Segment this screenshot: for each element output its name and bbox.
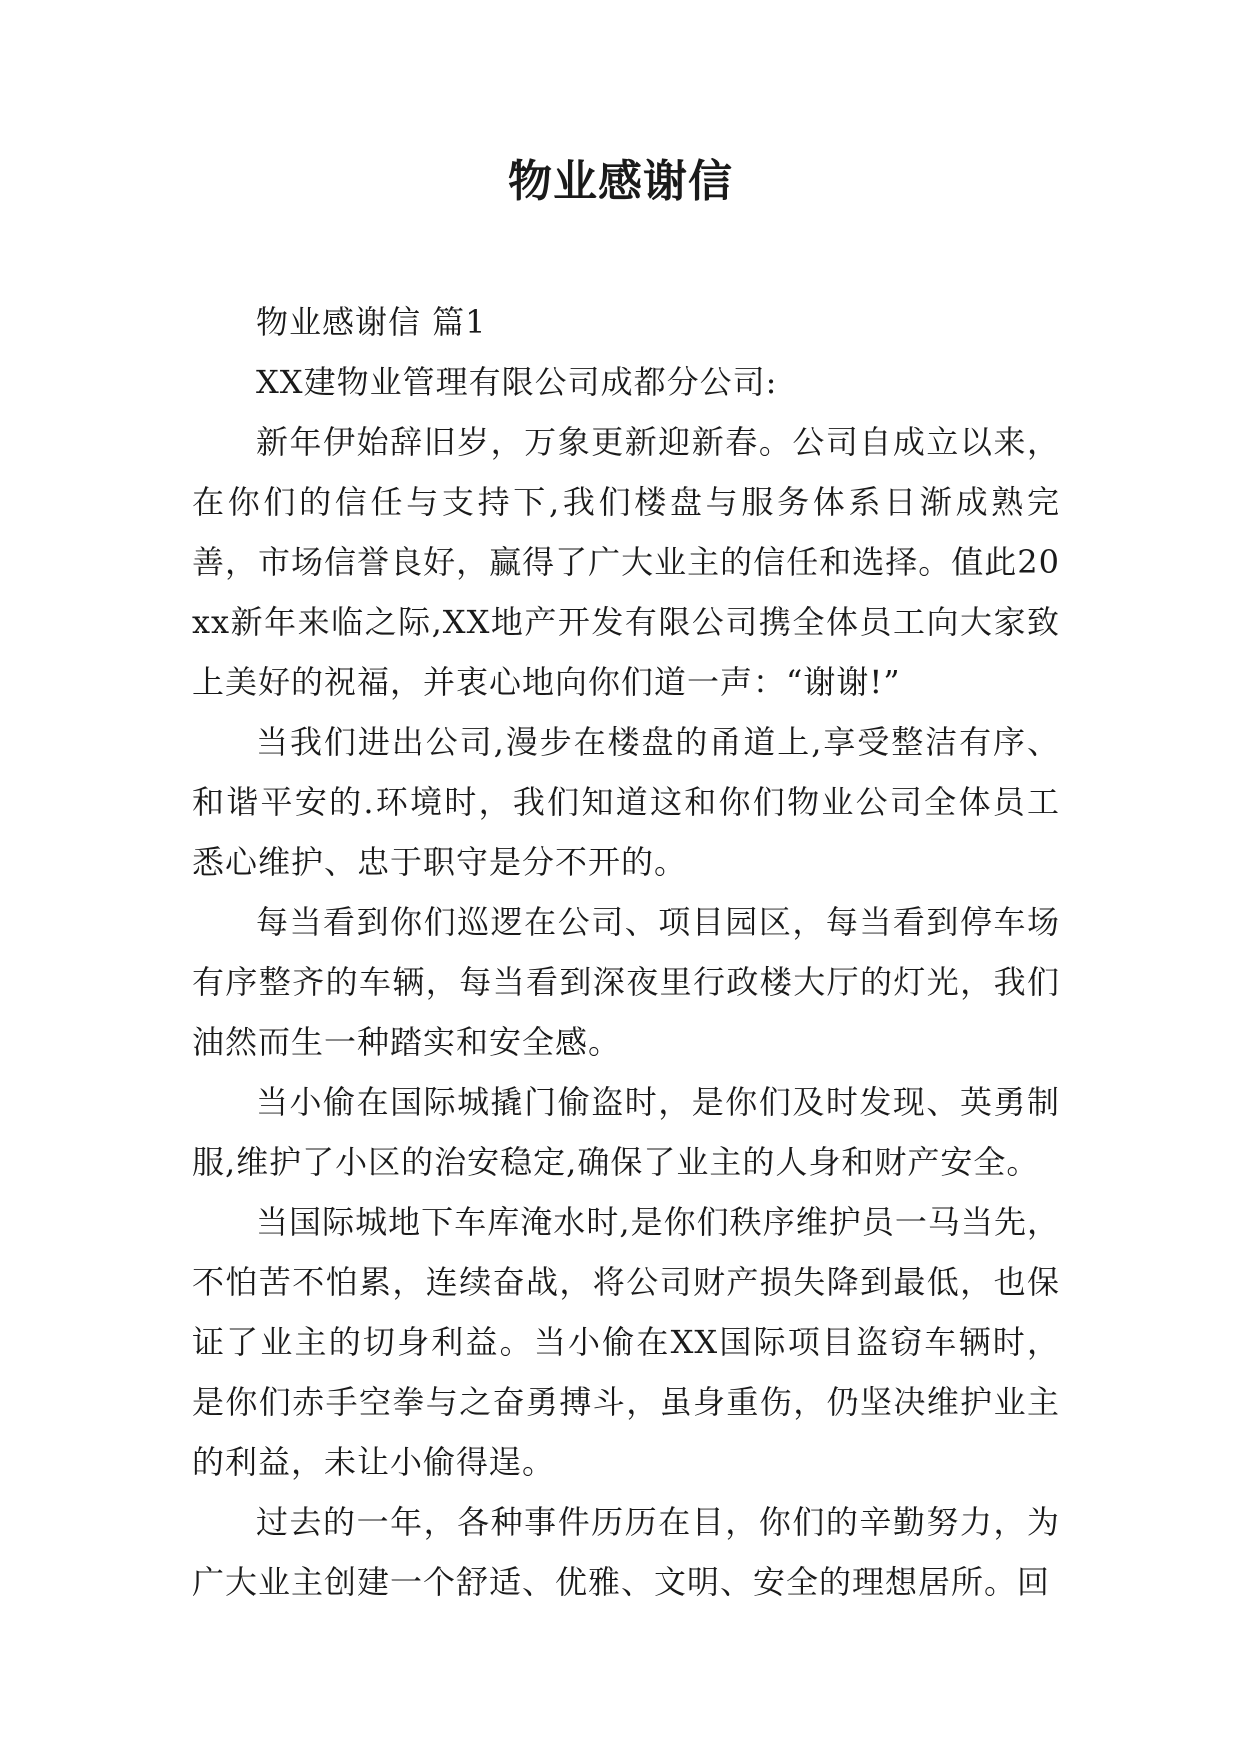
paragraph-2: 当我们进出公司,漫步在楼盘的甬道上,享受整洁有序、和谐平安的.环境时，我们知道这和你们物业公司全体员工悉心维护、忠于职守是分不开的。 bbox=[192, 723, 1060, 881]
document-title: 物业感谢信 bbox=[508, 156, 733, 207]
section-heading: 物业感谢信 篇1 bbox=[256, 303, 487, 341]
paragraph-6: 过去的一年，各种事件历历在目，你们的辛勤努力，为广大业主创建一个舒适、优雅、文明、安全的理想居所。回 bbox=[192, 1503, 1060, 1601]
paragraph-1: 新年伊始辞旧岁，万象更新迎新春。公司自成立以来，在你们的信任与支持下,我们楼盘与服务体系日渐成熟完善，市场信誉良好，赢得了广大业主的信任和选择。值此20xx新年来临之际,XX地产开发有限公司携全体员工向大家致上美好的祝福，并衷心地向你们道一声：“谢谢!” bbox=[192, 423, 1060, 701]
paragraph-3: 每当看到你们巡逻在公司、项目园区，每当看到停车场有序整齐的车辆，每当看到深夜里行政楼大厅的灯光，我们油然而生一种踏实和安全感。 bbox=[192, 903, 1060, 1061]
salutation: XX建物业管理有限公司成都分公司: bbox=[256, 363, 778, 401]
paragraph-4: 当小偷在国际城撬门偷盗时，是你们及时发现、英勇制服,维护了小区的治安稳定,确保了业主的人身和财产安全。 bbox=[192, 1083, 1060, 1181]
paragraph-5: 当国际城地下车库淹水时,是你们秩序维护员一马当先，不怕苦不怕累，连续奋战，将公司财产损失降到最低，也保证了业主的切身利益。当小偷在XX国际项目盗窃车辆时，是你们赤手空拳与之奋勇搏斗，虽身重伤，仍坚决维护业主的利益，未让小偷得逞。 bbox=[192, 1203, 1060, 1481]
document-body bbox=[192, 292, 1060, 1612]
